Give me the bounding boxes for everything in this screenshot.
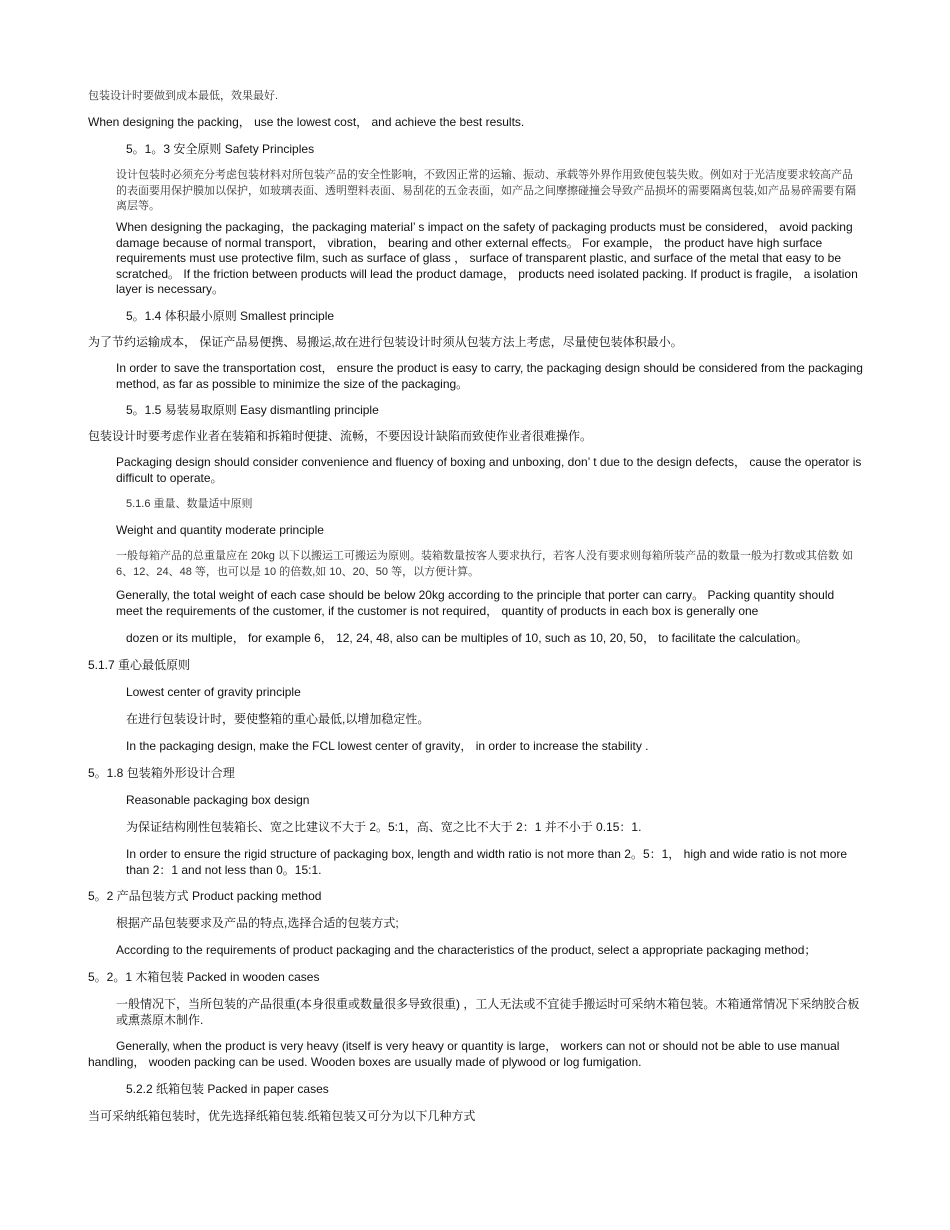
paragraph: 在进行包装设计时，要使整箱的重心最低,以增加稳定性。: [126, 712, 430, 726]
section-heading: 5。1。3 安全原则 Safety Principles: [126, 142, 315, 156]
paragraph: 为了节约运输成本， 保证产品易便携、易搬运,故在进行包装设计时须从包装方法上考虑，尽量使包装体积最小。: [88, 335, 683, 349]
paragraph: 为保证结构刚性包装箱长、宽之比建议不大于 2。5:1，高、宽之比不大于 2：1 并不小于 0.15：1.: [126, 820, 642, 834]
section-heading: 5.2.2 纸箱包装 Packed in paper cases: [126, 1082, 329, 1096]
paragraph: 包装设计时要做到成本最低，效果最好.: [88, 90, 279, 102]
section-heading: 5。1.8 包装箱外形设计合理: [88, 766, 235, 780]
paragraph: 一般情况下，当所包装的产品很重(本身很重或数量很多导致很重) ，工人无法或不宜徒手搬运时可采纳木箱包装。木箱通常情况下采纳胶合板或熏蒸原木制作.: [116, 997, 860, 1027]
paragraph: 设计包装时必须充分考虑包装材料对所包装产品的安全性影响，不致因正常的运输、振动、承载等外界作用致使包装失败。例如对于光洁度要求较高产品的表面要用保护膜加以保护，如玻璃表面、透明塑料表面、易刮花的五金表面，如产品之间摩擦碰撞会导致产品损坏的需要隔离包装,如产品易碎需要有隔离层等。: [116, 169, 857, 212]
section-heading: 5.1.7 重心最低原则: [88, 658, 191, 672]
paragraph: In order to save the transportation cost， ensure the product is easy to carry, the packaging design should be considered from the packaging method, as far as possible to minimize the size of the packaging。: [116, 361, 863, 391]
section-heading: Lowest center of gravity principle: [126, 685, 301, 699]
paragraph: Generally, when the product is very heavy (itself is very heavy or quantity is large， workers can not or should not be able to use manual handling， wooden packing can be used. Wooden boxes are usually made of plywood or log fumigation.: [88, 1039, 840, 1069]
paragraph: In the packaging design, make the FCL lowest center of gravity， in order to increase the stability .: [126, 739, 649, 753]
paragraph: In order to ensure the rigid structure of packaging box, length and width ratio is not more than 2。5：1， high and wide ratio is not more than 2：1 and not less than 0。15:1.: [126, 847, 848, 877]
paragraph: When designing the packing， use the lowest cost， and achieve the best results.: [88, 115, 525, 129]
paragraph: According to the requirements of product packaging and the characteristics of the product, select a appropriate packaging method；: [116, 943, 817, 957]
paragraph: Packaging design should consider convenience and fluency of boxing and unboxing, don’ t due to the design defects， cause the operator is difficult to operate。: [116, 455, 862, 485]
section-heading: 5.1.6 重量、数量适中原则: [126, 498, 253, 510]
paragraph: 包装设计时要考虑作业者在装箱和拆箱时便捷、流畅，不要因设计缺陷而致使作业者很难操作。: [88, 429, 593, 443]
section-heading: 5。2。1 木箱包装 Packed in wooden cases: [88, 970, 320, 984]
section-heading: Reasonable packaging box design: [126, 793, 310, 807]
paragraph: 当可采纳纸箱包装时，优先选择纸箱包装.纸箱包装又可分为以下几种方式: [88, 1109, 476, 1123]
paragraph: 一般每箱产品的总重量应在 20kg 以下以搬运工可搬运为原则。装箱数量按客人要求执行，若客人没有要求则每箱所装产品的数量一般为打数或其倍数 如 6、12、24、48 等，也可以是 10 的倍数,如 10、20、50 等，以方便计算。: [116, 550, 854, 578]
paragraph: 根据产品包装要求及产品的特点,选择合适的包装方式;: [116, 916, 399, 930]
paragraph: Weight and quantity moderate principle: [116, 523, 324, 537]
paragraph: When designing the packaging，the packaging material’ s impact on the safety of packaging products must be considered， avoid packing damage because of normal transport， vibration， bearing and other external effects。 For example， the product have high surface requirements must use protective film, such as surface of glass ， surface of transparent plastic, and surface of the metal that easy to be scratched。 If the friction between products will lead the product damage， products need isolated packing. If product is fragile， a isolation layer is necessary。: [116, 220, 858, 296]
section-heading: 5。2 产品包装方式 Product packing method: [88, 889, 322, 903]
paragraph: Generally, the total weight of each case should be below 20kg according to the principle that porter can carry。 Packing quantity should meet the requirements of the customer, if the customer is not required， quantity of products in each box is generally one: [116, 588, 835, 618]
section-heading: 5。1.5 易装易取原则 Easy dismantling principle: [126, 403, 379, 417]
section-heading: 5。1.4 体积最小原则 Smallest principle: [126, 309, 335, 323]
paragraph: dozen or its multiple， for example 6， 12, 24, 48, also can be multiples of 10, such as 10, 20, 50， to facilitate the calculation。: [126, 631, 808, 645]
